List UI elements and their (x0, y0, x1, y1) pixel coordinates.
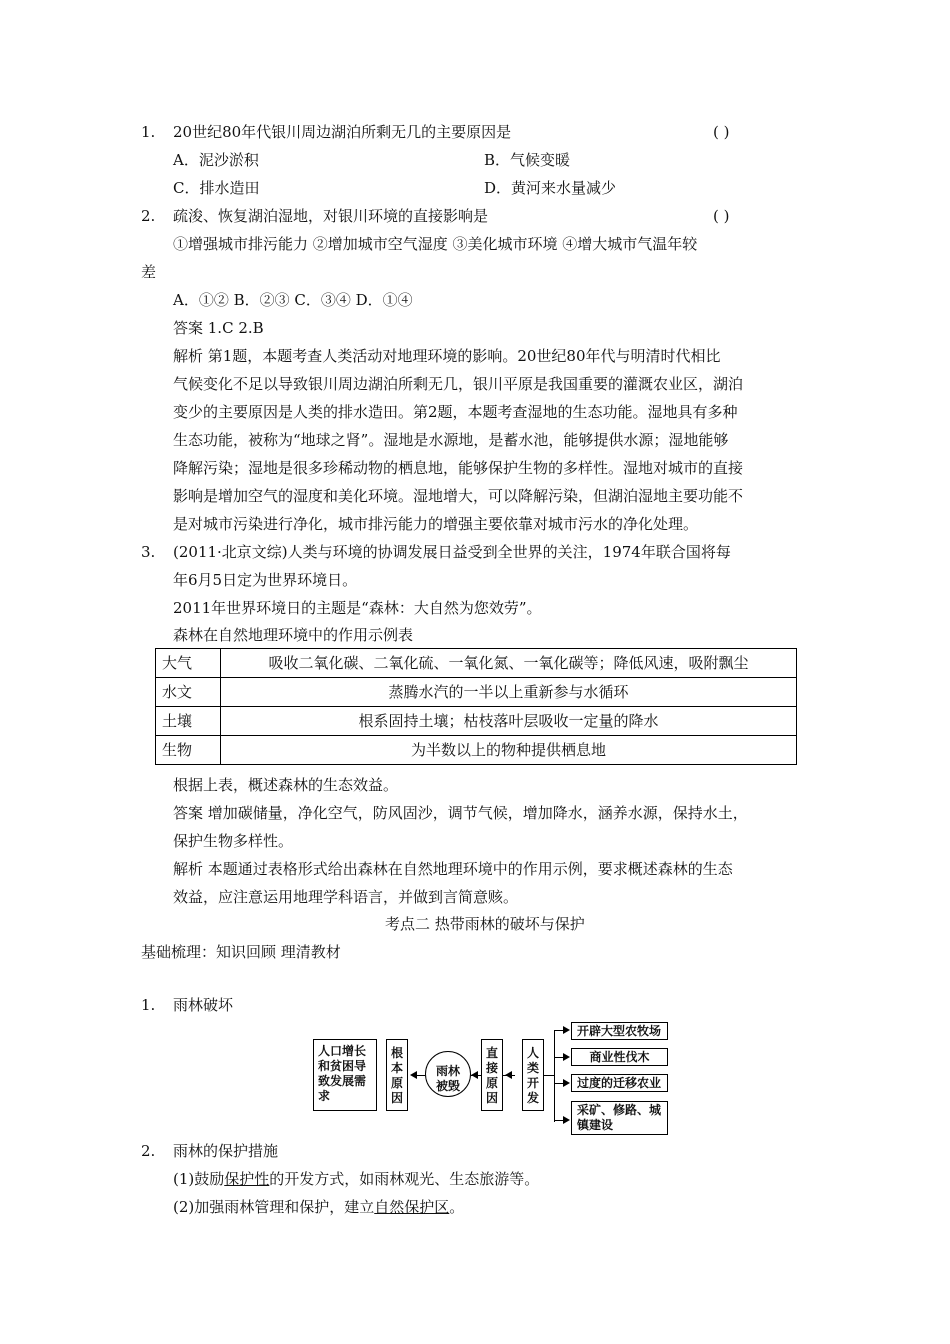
box-text: 发 (526, 1091, 539, 1105)
q1-option-d: D．黄河来水量减少 (484, 179, 617, 197)
box-text: 采矿、修路、城 (577, 1103, 662, 1117)
box-text: 人 (526, 1046, 539, 1060)
table-cell-category: 生物 (156, 736, 221, 765)
basics-title: 基础梳理：知识回顾 理清教材 (141, 943, 341, 961)
measure-text: (1)鼓励 (173, 1170, 225, 1188)
arrow-left-icon (471, 1071, 478, 1079)
box-text: 直 (485, 1046, 498, 1060)
table-cell-description: 吸收二氧化碳、二氧化硫、一氧化氮、一氧化碳等；降低风速，吸附飘尘 (221, 649, 797, 678)
population-poverty-box (313, 1039, 377, 1111)
table-cell-description: 根系固持土壤；枯枝落叶层吸收一定量的降水 (221, 707, 797, 736)
box-text: 和贫困导 (318, 1059, 367, 1073)
measure-text: 。 (449, 1198, 465, 1216)
box-text: 原 (390, 1076, 403, 1090)
q2-items-line1: ①增强城市排污能力 ②增加城市空气湿度 ③美化城市环境 ④增大城市气温年较 (173, 235, 698, 253)
s2-title: 雨林的保护措施 (173, 1142, 279, 1160)
answer-1-2: 答案 1.C 2.B (173, 319, 264, 337)
table-cell-category: 水文 (156, 678, 221, 707)
box-text: 因 (485, 1091, 498, 1105)
outcome-shifting-agriculture-box: 过度的迁移农业 (571, 1074, 668, 1092)
analysis-line: 变少的主要原因是人类的排水造田。第2题，本题考查湿地的生态功能。湿地具有多种 (173, 403, 738, 421)
s1-title: 雨林破坏 (173, 996, 234, 1014)
q3-line3: 2011年世界环境日的主题是“森林：大自然为您效劳”。 (173, 599, 542, 617)
q2-number: 2. (141, 207, 156, 225)
arrow-left-icon (410, 1071, 417, 1079)
outcome-mining-roads-box (571, 1101, 668, 1135)
analysis-line: 气候变化不足以导致银川周边湖泊所剩无几，银川平原是我国重要的灌溉农业区，湖泊 (173, 375, 744, 393)
q3-number: 3. (141, 543, 156, 561)
bracket-line (554, 1030, 555, 1122)
box-text: 本 (390, 1061, 403, 1075)
human-development-box (522, 1039, 544, 1111)
q3-analysis-line: 解析 本题通过表格形式给出森林在自然地理环境中的作用示例，要求概述森林的生态 (173, 860, 733, 878)
box-text: 镇建设 (577, 1118, 614, 1132)
table-cell-category: 大气 (156, 649, 221, 678)
q3-line1: (2011·北京文综)人类与环境的协调发展日益受到全世界的关注，1974年联合国将每 (173, 543, 731, 561)
q1-option-a: A．泥沙淤积 (173, 151, 259, 169)
box-text: 开 (526, 1076, 539, 1090)
analysis-line: 生态功能，被称为“地球之肾”。湿地是水源地，是蓄水池，能够提供水源；湿地能够 (173, 431, 729, 449)
s1-number: 1. (141, 996, 156, 1014)
q1-option-b: B．气候变暖 (484, 151, 571, 169)
q3-line2: 年6月5日定为世界环境日。 (173, 571, 358, 589)
table-cell-category: 土壤 (156, 707, 221, 736)
node-text: 雨林 (435, 1064, 460, 1078)
table-row (156, 678, 797, 707)
node-text: 被毁 (435, 1079, 460, 1093)
box-text: 接 (485, 1061, 498, 1075)
box-text: 致发展需 (318, 1074, 367, 1088)
rainforest-destruction-diagram (313, 1020, 670, 1136)
q2-options: A．①② B．②③ C．③④ D．①④ (173, 291, 413, 309)
direct-cause-box (481, 1039, 503, 1111)
arrow-right-icon (563, 1079, 570, 1087)
outcome-logging-box: 商业性伐木 (571, 1048, 668, 1066)
box-text: 人口增长 (318, 1044, 367, 1058)
q2-items-line2: 差 (141, 263, 157, 281)
box-text: 原 (485, 1076, 498, 1090)
arrow-right-icon (563, 1053, 570, 1061)
box-text: 求 (318, 1089, 331, 1103)
measure-text: 的开发方式，如雨林观光、生态旅游等。 (269, 1170, 540, 1188)
analysis-line: 是对城市污染进行净化，城市排污能力的增强主要依靠对城市污水的净化处理。 (173, 515, 699, 533)
s2-number: 2. (141, 1142, 156, 1160)
arrow-right-icon (563, 1026, 570, 1034)
measure-text: (2)加强雨林管理和保护，建立 (173, 1198, 375, 1216)
analysis-line: 解析 第1题，本题考查人类活动对地理环境的影响。20世纪80年代与明清时代相比 (173, 347, 721, 365)
table-row (156, 707, 797, 736)
table-row (156, 649, 797, 678)
q1-answer-paren: ( ) (713, 123, 730, 141)
measure-2 (173, 1197, 464, 1217)
box-text: 根 (390, 1046, 403, 1060)
analysis-line: 影响是增加空气的湿度和美化环境。湿地增大，可以降解污染，但湖泊湿地主要功能不 (173, 487, 744, 505)
box-text: 类 (526, 1061, 539, 1075)
outcome-ranch-box: 开辟大型农牧场 (571, 1022, 668, 1040)
root-cause-box (386, 1039, 408, 1111)
table-row (156, 736, 797, 765)
q3-answer-line: 答案 增加碳储量，净化空气，防风固沙，调节气候，增加降水，涵养水源，保持水土， (173, 804, 748, 822)
section-title: 考点二 热带雨林的破坏与保护 (385, 915, 585, 933)
connector-line (544, 1075, 554, 1076)
measure-1 (173, 1169, 539, 1189)
q1-stem: 20世纪80年代银川周边湖泊所剩无几的主要原因是 (173, 123, 512, 141)
table-cell-description: 为半数以上的物种提供栖息地 (221, 736, 797, 765)
connector-line (417, 1075, 425, 1076)
arrow-left-icon (505, 1071, 512, 1079)
q1-option-c: C．排水造田 (173, 179, 260, 197)
rainforest-destroyed-node (425, 1051, 471, 1097)
arrow-right-icon (563, 1116, 570, 1124)
measure-underlined: 自然保护区 (374, 1198, 450, 1216)
q3-prompt: 根据上表，概述森林的生态效益。 (173, 776, 399, 794)
q1-number: 1. (141, 123, 156, 141)
q3-analysis-line: 效益，应注意运用地理学科语言，并做到言简意赅。 (173, 888, 519, 906)
table-cell-description: 蒸腾水汽的一半以上重新参与水循环 (221, 678, 797, 707)
box-text: 因 (390, 1091, 403, 1105)
forest-function-table (155, 648, 797, 765)
table-title: 森林在自然地理环境中的作用示例表 (173, 626, 414, 644)
analysis-line: 降解污染；湿地是很多珍稀动物的栖息地，能够保护生物的多样性。湿地对城市的直接 (173, 459, 744, 477)
measure-underlined: 保护性 (224, 1170, 270, 1188)
q2-stem: 疏浚、恢复湖泊湿地，对银川环境的直接影响是 (173, 207, 489, 225)
q3-answer-line: 保护生物多样性。 (173, 832, 294, 850)
q2-answer-paren: ( ) (713, 207, 730, 225)
